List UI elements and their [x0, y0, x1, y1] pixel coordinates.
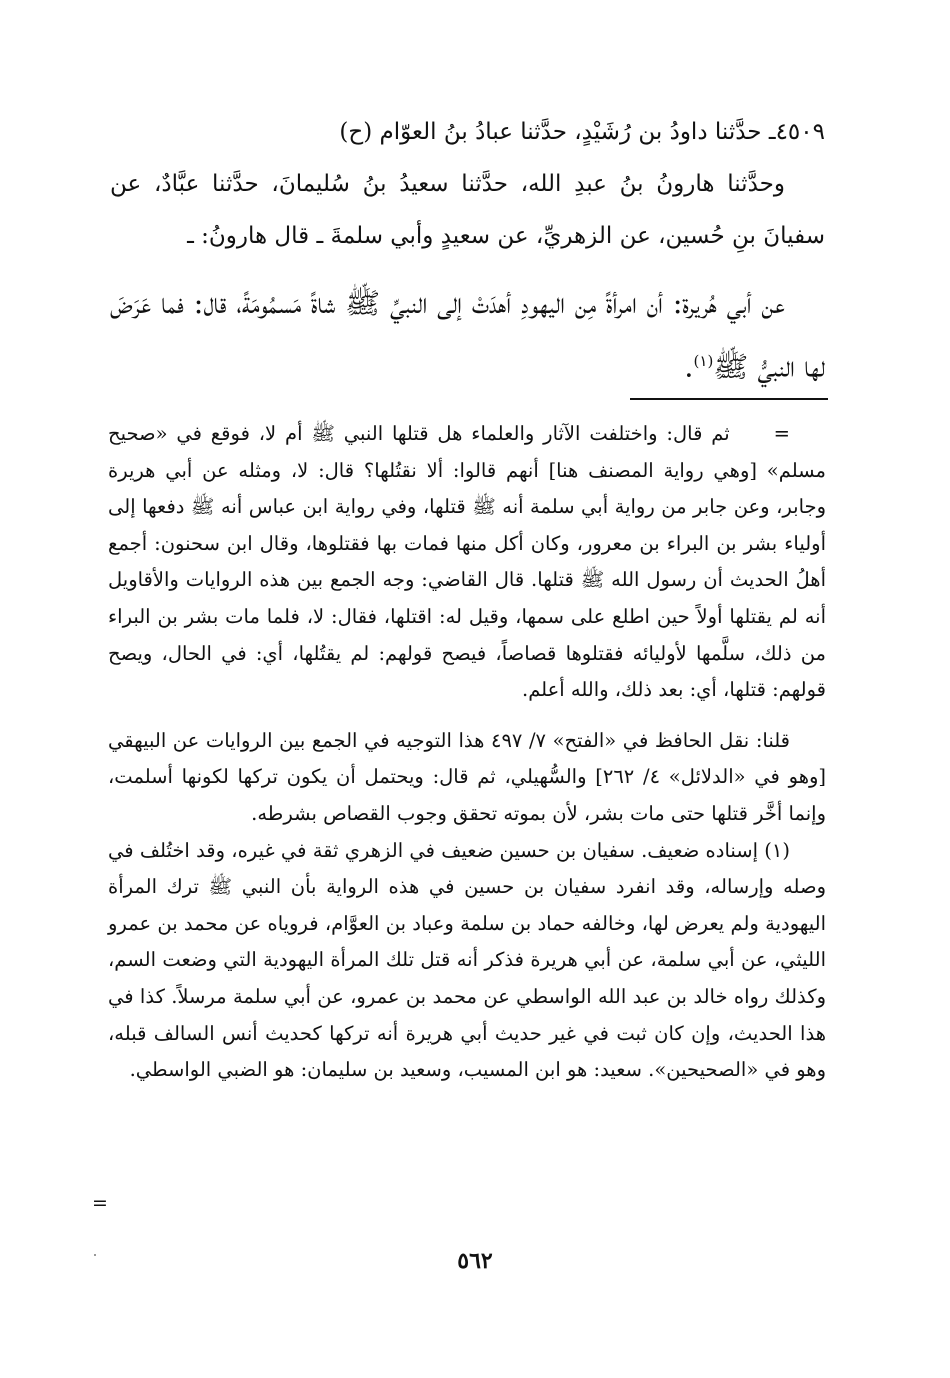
footnote-marker[interactable]: (١) [693, 352, 714, 370]
continuation-end-mark: = [92, 1192, 108, 1214]
footnote-para-2: قلنا: نقل الحافظ في «الفتح» ٧/ ٤٩٧ هذا التوجيه في الجمع بين الروايات عن البيهقي [وهو في «الدلائل» ٤/ ٢٦٢] والسُّهيلي، ثم قال: ويحتمل أن يكون تركها لكونها أسلمت، وإنما أخَّر قتلها حتى مات بشر، لأن بموته تحقق وجوب القصاص بشرطه. [108, 728, 826, 825]
isnad-chain-line: ٤٥٠٩ـ حدَّثنا داودُ بن رُشَيْدٍ، حدَّثنا عبادُ بنُ العوّام (ح) [339, 119, 825, 145]
footnote-continuation [108, 416, 826, 709]
continuation-mark: = [773, 422, 790, 445]
hadith-matn [110, 274, 825, 396]
hadith-section [110, 106, 825, 396]
page-number: ٥٦٢ [457, 1248, 493, 1274]
footnote-para-3: (١) إسناده ضعيف. سفيان بن حسين ضعيف في الزهري ثقة في غيره، وقد اختُلف في وصله وإرساله، وقد انفرد سفيان بن حسين في هذه الرواية بأن النبي ﷺ ترك المرأة اليهودية ولم يعرض لها، وخالفه حماد بن سلمة وعباد بن العوَّام، فروياه عن محمد بن عمرو الليثي، عن أبي سلمة، عن أبي هريرة فذكر أنه قتل تلك المرأة اليهودية التي وضعت السم، وكذلك رواه خالد بن عبد الله الواسطي عن محمد بن عمرو، عن أبي سلمة مرسلاً. كذا في هذا الحديث، وإن كان ثبت في غير حديث أبي هريرة أنه تركها كحديث أنس السالف قبله، وهو في «الصحيحين». سعيد: هو ابن المسيب، وسعيد بن سليمان: هو الضبي الواسطي. [108, 838, 826, 1082]
footnote-separator [630, 398, 828, 400]
hadith-text: عن أبي هُريرة: أن امرأةً مِن اليهودِ أهدَتْ إلى النبيِّ ﷺ شاةً مَسمُومَةً، قال: فما عَرَضَ لها النبيُّ ﷺ [110, 286, 825, 384]
footnotes-section [108, 416, 826, 1089]
hadith-end: . [684, 349, 694, 384]
scan-speck [94, 1254, 96, 1256]
isnad-chain-second: وحدَّثنا هارونُ بنُ عبدِ الله، حدَّثنا سعيدُ بنُ سُليمانَ، حدَّثنا عبَّادٌ، عن سفيانَ بنِ حُسين، عن الزهريِّ، عن سعيدٍ وأبي سلمةَ ـ قال هارونُ: ـ [110, 171, 825, 249]
footnote-para-1: ثم قال: واختلفت الآثار والعلماء هل قتلها النبي ﷺ أم لا، فوقع في «صحيح مسلم» [وهي رواية المصنف هنا] أنهم قالوا: ألا نقتُلها؟ قال: لا، ومثله عن أبي هريرة وجابر، وعن جابر من رواية أبي سلمة أنه ﷺ قتلها، وفي رواية ابن عباس أنه ﷺ دفعها إلى أولياء بشر بن البراء بن معرور، وكان أكل منها فمات بها فقتلوها، وقال ابن سحنون: أجمع أهلُ الحديث أن رسول الله ﷺ قتلها. قال القاضي: وجه الجمع بين هذه الروايات والأقاويل أنه لم يقتلها أولاً حين اطلع على سمها، وقيل له: اقتلها، فقال: لا، فلما مات بشر بن البراء من ذلك، سلَّمها لأوليائه فقتلوها قصاصاً، فيصح قولهم: لم يقتُلها، أي: في الحال، ويصح قولهم: قتلها، أي: بعد ذلك، والله أعلم. [108, 422, 826, 702]
